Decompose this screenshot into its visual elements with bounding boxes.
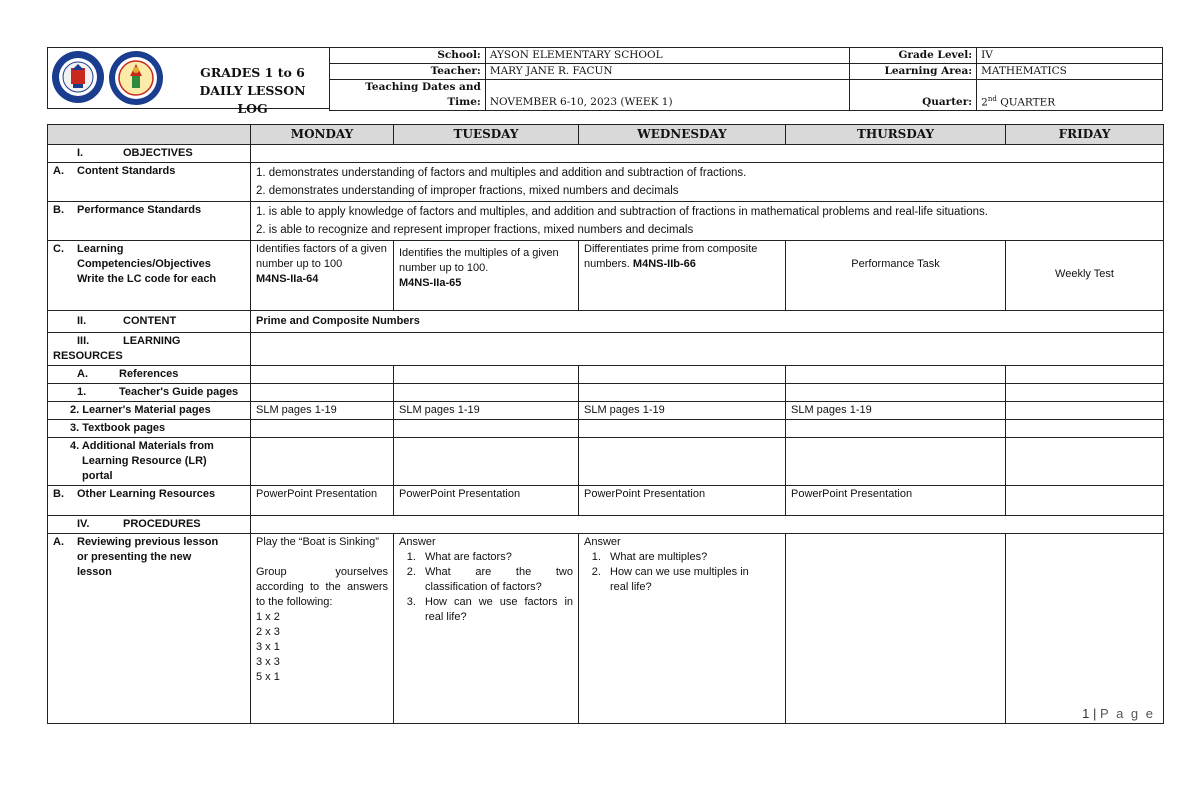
header-info-table [329, 47, 1163, 111]
school-value: AYSON ELEMENTARY SCHOOL [485, 48, 849, 64]
reviewing-monday-item: 2 x 3 [256, 626, 280, 638]
other-resources-fri [1006, 486, 1164, 516]
competencies-label [48, 241, 251, 311]
competencies-monday-code: M4NS-IIa-64 [256, 273, 319, 285]
other-resources-label [48, 486, 251, 516]
day-header-friday: FRIDAY [1006, 125, 1164, 145]
performance-standards-text: Performance Standards [77, 204, 202, 216]
reviewing-tuesday-list [399, 550, 573, 625]
competencies-num: C. [53, 243, 64, 255]
additional-materials-line1: 4. Additional Materials from [70, 440, 214, 452]
additional-materials-line3: portal [82, 470, 113, 482]
quarter-word: QUARTER [1000, 96, 1056, 108]
teachers-guide-wed [579, 384, 786, 402]
performance-standards-line2: 2. is able to recognize and represent improper fractions, mixed numbers and decimals [256, 224, 694, 236]
competencies-tuesday [394, 241, 579, 311]
quarter-label: Quarter: [850, 80, 977, 111]
content-label [48, 311, 251, 333]
performance-standards-num: B. [53, 204, 64, 216]
content-num: II. [77, 315, 87, 327]
teachers-guide-fri [1006, 384, 1164, 402]
header-title [190, 64, 315, 118]
content-standards-num: A. [53, 165, 64, 177]
procedures-blank [251, 516, 1164, 534]
references-fri [1006, 366, 1164, 384]
content-text: CONTENT [123, 315, 177, 327]
learners-material-label: 2. Learner's Material pages [48, 402, 251, 420]
teachers-guide-tue [394, 384, 579, 402]
reviewing-monday-group: Group yourselves according to the answers to the following: [256, 566, 388, 608]
teachers-guide-label [48, 384, 251, 402]
teacher-value: MARY JANE R. FACUN [485, 64, 849, 80]
reviewing-wednesday-item: 2. How can we use multiples in real life? [604, 565, 764, 595]
textbook-mon [251, 420, 394, 438]
day-header-monday: MONDAY [251, 125, 394, 145]
procedures-text: PROCEDURES [123, 518, 201, 530]
reviewing-wednesday [579, 534, 786, 724]
header-logo-box [47, 47, 330, 116]
quarter-num: 2 [981, 96, 988, 108]
content-standards-line2: 2. demonstrates understanding of improper fractions, mixed numbers and decimals [256, 185, 679, 197]
competencies-friday: Weekly Test [1006, 241, 1164, 311]
dates-label-line2: Time: [447, 96, 481, 108]
competencies-text-line3: Write the LC code for each [77, 273, 217, 285]
area-value: MATHEMATICS [977, 64, 1163, 80]
textbook-row [48, 420, 1164, 438]
reviewing-thursday [786, 534, 1006, 724]
procedures-label [48, 516, 251, 534]
references-wed [579, 366, 786, 384]
references-mon [251, 366, 394, 384]
grade-value: IV [977, 48, 1163, 64]
day-header-thursday: THURSDAY [786, 125, 1006, 145]
textbook-tue [394, 420, 579, 438]
procedures-row [48, 516, 1164, 534]
content-standards-line1: 1. demonstrates understanding of factors and multiples and addition and subtraction of fractions. [256, 167, 747, 179]
learning-resources-text: LEARNING RESOURCES [53, 335, 181, 362]
references-thu [786, 366, 1006, 384]
reviewing-row [48, 534, 1164, 724]
objectives-num: I. [77, 147, 84, 159]
page-separator: | [1093, 706, 1097, 721]
reviewing-wednesday-list [584, 550, 764, 595]
grade-label: Grade Level: [850, 48, 977, 64]
reviewing-wednesday-head: Answer [584, 536, 621, 548]
reviewing-monday-play: Play the “Boat is Sinking” [256, 536, 379, 548]
lesson-log-table [47, 124, 1164, 724]
learners-material-row [48, 402, 1164, 420]
days-header-blank [48, 125, 251, 145]
references-label [48, 366, 251, 384]
textbook-label: 3. Textbook pages [48, 420, 251, 438]
school-seal-icon [108, 50, 164, 106]
competencies-row [48, 241, 1164, 311]
other-resources-num: B. [53, 488, 64, 500]
deped-seal-icon [51, 50, 105, 104]
additional-materials-row [48, 438, 1164, 486]
performance-standards-line1: 1. is able to apply knowledge of factors and multiples, and addition and subtraction of fractions in mathematical problems and real-life situations. [256, 206, 988, 218]
learning-resources-blank [251, 333, 1164, 366]
page-word: P a g e [1100, 706, 1155, 721]
performance-standards-value [251, 202, 1164, 241]
textbook-thu [786, 420, 1006, 438]
other-resources-tue: PowerPoint Presentation [394, 486, 579, 516]
page-footer [1082, 706, 1155, 721]
objectives-row [48, 145, 1164, 163]
reviewing-label [48, 534, 251, 724]
quarter-value [977, 80, 1163, 111]
content-standards-text: Content Standards [77, 165, 176, 177]
reviewing-text: Reviewing previous lesson or presenting the new lesson [77, 536, 219, 578]
learners-material-thu: SLM pages 1-19 [786, 402, 1006, 420]
header-title-line1: GRADES 1 to 6 [200, 65, 305, 80]
objectives-text: OBJECTIVES [123, 147, 193, 159]
additional-thu [786, 438, 1006, 486]
reviewing-tuesday-item: 2. What are the two classification of factors? [419, 565, 573, 595]
days-header-row [48, 125, 1164, 145]
content-value: Prime and Composite Numbers [251, 311, 1164, 333]
reviewing-wednesday-item: 1. What are multiples? [604, 550, 764, 565]
reviewing-tuesday [394, 534, 579, 724]
competencies-monday-text: Identifies factors of a given number up to 100 [256, 243, 387, 270]
references-tue [394, 366, 579, 384]
school-label: School: [330, 48, 486, 64]
competencies-tuesday-text: Identifies the multiples of a given number up to 100. [399, 247, 559, 274]
area-label: Learning Area: [850, 64, 977, 80]
other-resources-text: Other Learning Resources [77, 488, 216, 500]
teachers-guide-row [48, 384, 1164, 402]
additional-mon [251, 438, 394, 486]
header-title-line2: DAILY LESSON LOG [199, 83, 306, 116]
references-text: References [119, 368, 179, 380]
other-resources-thu: PowerPoint Presentation [786, 486, 1006, 516]
learners-material-mon: SLM pages 1-19 [251, 402, 394, 420]
competencies-text-line1: Learning [77, 243, 124, 255]
content-standards-row [48, 163, 1164, 202]
day-header-tuesday: TUESDAY [394, 125, 579, 145]
day-header-wednesday: WEDNESDAY [579, 125, 786, 145]
content-standards-value [251, 163, 1164, 202]
dates-label-line1: Teaching Dates and [365, 81, 481, 93]
dates-value: NOVEMBER 6-10, 2023 (WEEK 1) [485, 80, 849, 111]
content-standards-label [48, 163, 251, 202]
learners-material-wed: SLM pages 1-19 [579, 402, 786, 420]
performance-standards-label [48, 202, 251, 241]
competencies-tuesday-code: M4NS-IIa-65 [399, 277, 462, 289]
reviewing-monday-item: 3 x 1 [256, 641, 280, 653]
reviewing-monday-item: 5 x 1 [256, 671, 280, 683]
additional-fri [1006, 438, 1164, 486]
procedures-num: IV. [77, 518, 90, 530]
other-resources-mon: PowerPoint Presentation [251, 486, 394, 516]
objectives-label [48, 145, 251, 163]
additional-materials-label [48, 438, 251, 486]
reviewing-tuesday-item: 1. What are factors? [419, 550, 573, 565]
performance-standards-row [48, 202, 1164, 241]
objectives-blank [251, 145, 1164, 163]
dates-label [330, 80, 486, 111]
textbook-wed [579, 420, 786, 438]
reviewing-monday-item: 1 x 2 [256, 611, 280, 623]
competencies-wednesday-code: M4NS-IIb-66 [632, 258, 696, 270]
content-row [48, 311, 1164, 333]
additional-wed [579, 438, 786, 486]
teacher-label: Teacher: [330, 64, 486, 80]
learning-resources-num: III. [77, 335, 90, 347]
learning-resources-row [48, 333, 1164, 366]
quarter-sup: nd [987, 94, 997, 103]
teachers-guide-num: 1. [77, 386, 87, 398]
learning-resources-label [48, 333, 251, 366]
references-row [48, 366, 1164, 384]
teachers-guide-thu [786, 384, 1006, 402]
reviewing-monday-item: 3 x 3 [256, 656, 280, 668]
competencies-wednesday-text: Differentiates prime from composite numbers. [584, 243, 758, 270]
page-number: 1 [1082, 706, 1090, 721]
competencies-wednesday [579, 241, 786, 311]
learners-material-fri [1006, 402, 1164, 420]
reviewing-num: A. [53, 536, 64, 548]
competencies-text-line2: Competencies/Objectives [77, 258, 211, 270]
references-num: A. [77, 368, 88, 380]
reviewing-friday [1006, 534, 1164, 724]
teachers-guide-mon [251, 384, 394, 402]
other-resources-wed: PowerPoint Presentation [579, 486, 786, 516]
competencies-text [77, 242, 216, 287]
reviewing-tuesday-head: Answer [399, 536, 436, 548]
reviewing-tuesday-item: 3. How can we use factors in real life? [419, 595, 573, 625]
textbook-fri [1006, 420, 1164, 438]
additional-tue [394, 438, 579, 486]
competencies-thursday: Performance Task [786, 241, 1006, 311]
teachers-guide-text: Teacher's Guide pages [119, 386, 239, 398]
reviewing-monday [251, 534, 394, 724]
competencies-monday [251, 241, 394, 311]
learners-material-tue: SLM pages 1-19 [394, 402, 579, 420]
other-resources-row [48, 486, 1164, 516]
additional-materials-line2: Learning Resource (LR) [82, 455, 207, 467]
